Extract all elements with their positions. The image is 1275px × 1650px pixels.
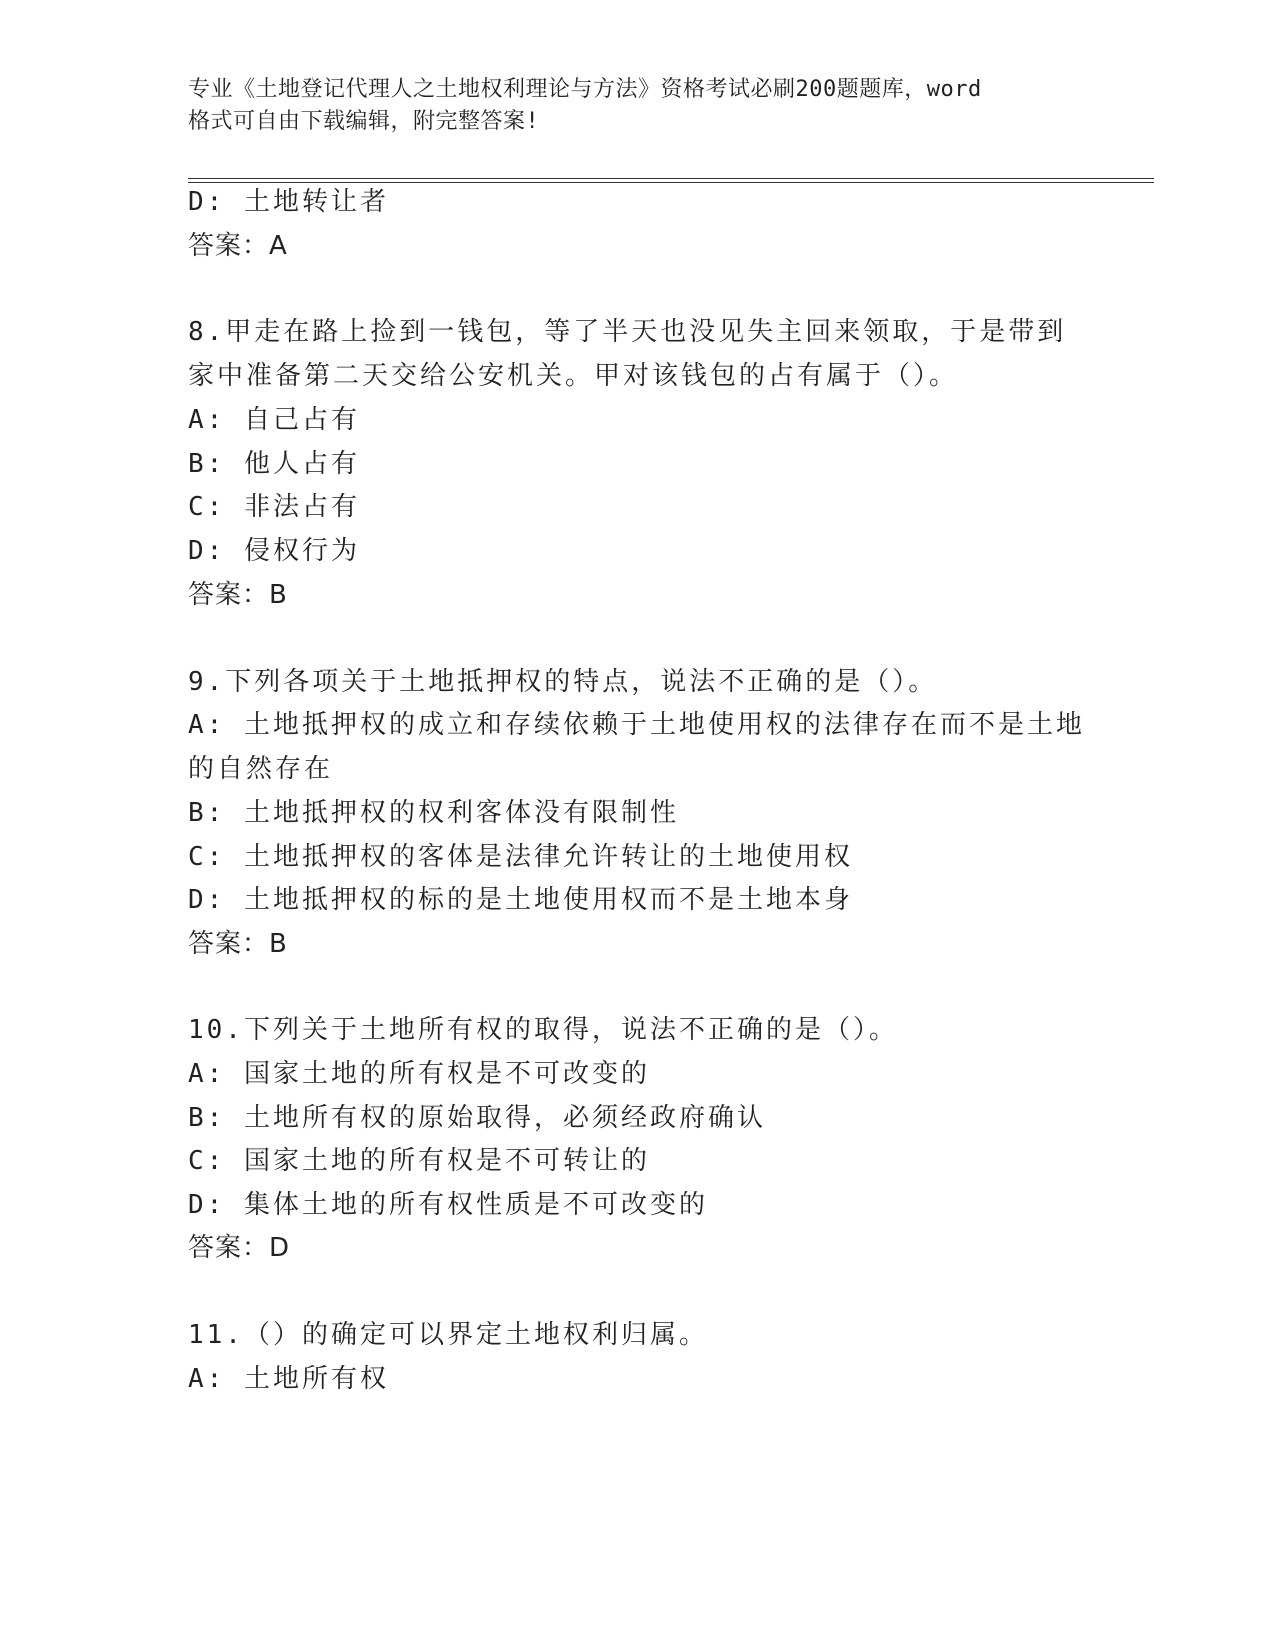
q8-stem-line-2: 家中准备第二天交给公安机关。甲对该钱包的占有属于（）。: [188, 361, 959, 391]
q10-option-d: D: 集体土地的所有权性质是不可改变的: [188, 1190, 708, 1220]
q9-answer: 答案：B: [188, 929, 288, 959]
header-divider-bottom: [188, 182, 1154, 183]
q10-stem: 10.下列关于土地所有权的取得，说法不正确的是（）。: [188, 1015, 898, 1045]
header-title-line-2: 格式可自由下载编辑，附完整答案!: [188, 109, 540, 134]
document-header: [188, 74, 1068, 138]
q9-option-a-line-1: A: 土地抵押权的成立和存续依赖于土地使用权的法律存在而不是土地: [188, 710, 1085, 740]
q10-option-b: B: 土地所有权的原始取得，必须经政府确认: [188, 1103, 766, 1133]
q9-stem: 9.下列各项关于土地抵押权的特点，说法不正确的是（）。: [188, 667, 938, 697]
q11-option-a: A: 土地所有权: [188, 1364, 389, 1394]
q8-option-a: A: 自己占有: [188, 405, 360, 435]
q9-option-c: C: 土地抵押权的客体是法律允许转让的土地使用权: [188, 842, 853, 872]
q8-option-c: C: 非法占有: [188, 492, 360, 522]
q7-option-d: D: 土地转让者: [188, 187, 389, 217]
q8-option-b: B: 他人占有: [188, 449, 360, 479]
q8-stem-line-1: 8.甲走在路上捡到一钱包，等了半天也没见失主回来领取，于是带到: [188, 317, 1067, 347]
q11-stem: 11.（）的确定可以界定土地权利归属。: [188, 1320, 708, 1350]
q9-option-d: D: 土地抵押权的标的是土地使用权而不是土地本身: [188, 885, 853, 915]
q10-option-a: A: 国家土地的所有权是不可改变的: [188, 1059, 650, 1089]
q10-option-c: C: 国家土地的所有权是不可转让的: [188, 1146, 650, 1176]
q8-answer: 答案：B: [188, 580, 288, 610]
q9-option-a-line-2: 的自然存在: [188, 754, 334, 784]
header-title-line-1: 专业《土地登记代理人之土地权利理论与方法》资格考试必刷200题题库，word: [188, 77, 982, 102]
q9-option-b: B: 土地抵押权的权利客体没有限制性: [188, 798, 679, 828]
header-divider-top: [188, 178, 1154, 179]
q7-answer: 答案：A: [188, 231, 288, 261]
q10-answer: 答案：D: [188, 1233, 291, 1263]
q8-option-d: D: 侵权行为: [188, 536, 360, 566]
